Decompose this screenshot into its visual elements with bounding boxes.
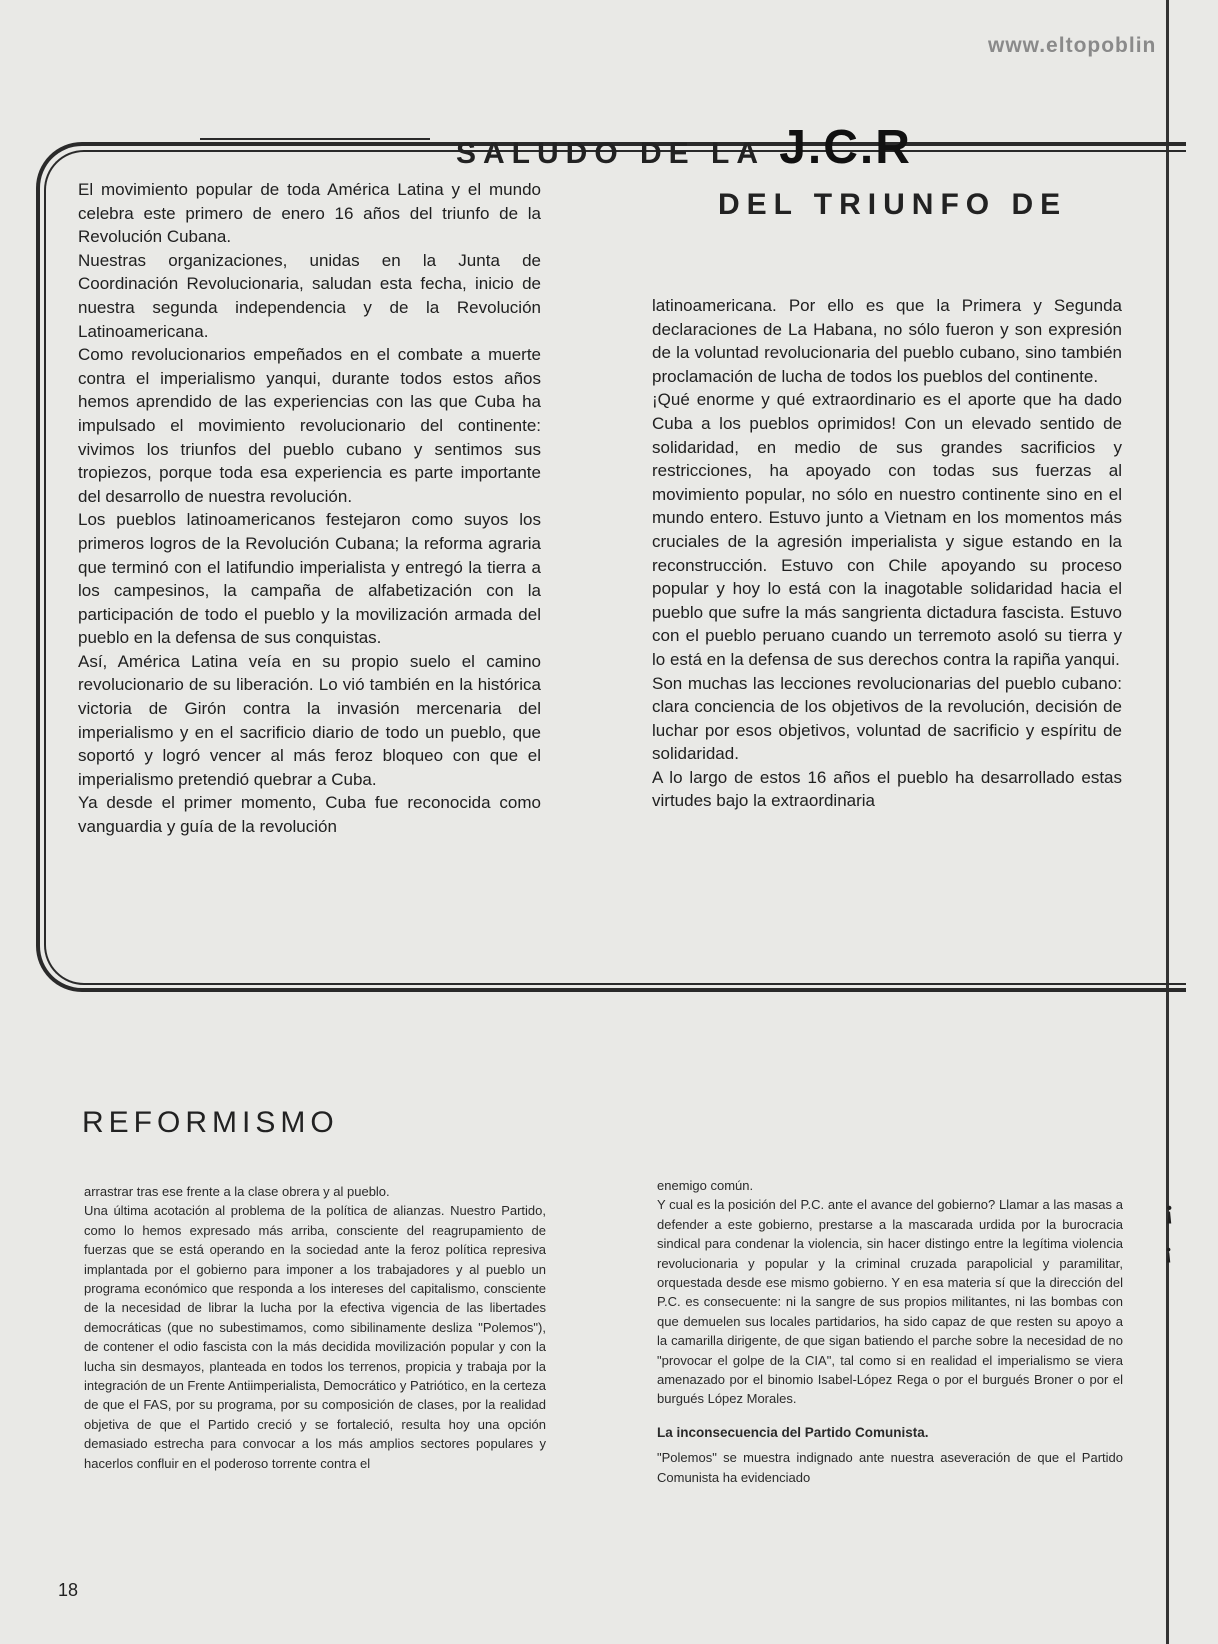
subheading: La inconsecuencia del Partido Comunista. <box>657 1424 929 1440</box>
lower-column-left <box>84 1182 546 1473</box>
upper-column-right <box>652 294 1122 813</box>
paragraph: ¡Qué enorme y qué extraordinario es el aporte que ha dado Cuba a los pueblos oprimidos! Con un elevado sentido de solidaridad, en medio de sus grandes sacrificios y restricciones, ha apoyado con todas sus fuerzas al movimiento popular, no sólo en nuestro continente sino en el mundo entero. Estuvo junto a Vietnam en los momentos más cruciales de la agresión imperialista y sigue estando en la reconstrucción. Estuvo con Chile apoyando su proceso popular y hoy lo está con la inagotable solidaridad hacia el pueblo que sufre la más sangrienta dictadura fascista. Estuvo con el pueblo peruano cuando un terremoto asoló su tierra y lo está en la defensa de sus derechos contra la rapiña yanqui. <box>652 390 1122 669</box>
lower-column-right <box>657 1176 1123 1487</box>
headline-saludo: SALUDO DE LA <box>456 137 764 170</box>
paragraph: Ya desde el primer momento, Cuba fue reconocida como vanguardia y guía de la revolución <box>78 793 541 837</box>
section-title-reformismo: REFORMISMO <box>82 1106 339 1139</box>
paragraph: El movimiento popular de toda América Latina y el mundo celebra este primero de enero 16 años del triunfo de la Revolución Cubana. <box>78 180 541 247</box>
paragraph: enemigo común. <box>657 1178 754 1193</box>
paragraph: arrastrar tras ese frente a la clase obrera y al pueblo. <box>84 1184 390 1199</box>
edge-glyph: ¡ <box>1165 1195 1174 1224</box>
paragraph: Una última acotación al problema de la política de alianzas. Nuestro Partido, como lo hemos expresado más arriba, consciente del reagrupamiento de fuerzas que se está operando en la sociedad ante la feroz política represiva implantada por el gobierno para imponer a los trabajadores y al pueblo un programa económico que responda a los intereses del capitalismo, consciente de la necesidad de librar la lucha por la efectiva vigencia de las libertades democráticas (que no subestimamos, como sibilinamente desliza "Polemos"), de contener el odio fascista con la más decidida movilización popular y con la lucha sin desmayos, planteada en todos los terrenos, propicia y trabaja por la integración de un Frente Antiimperialista, Democrático y Patriótico, en la certeza de que el FAS, por su programa, por su composición de clases, por la realidad objetiva de que el Partido creció y se fortaleció, resulta hoy una opción demasiado estrecha para convocar a los más amplios sectores populares y hacerlos confluir en el poderoso torrente contra el <box>84 1203 546 1471</box>
paragraph: Nuestras organizaciones, unidas en la Junta de Coordinación Revolucionaria, saludan esta fecha, inicio de nuestra segunda independencia y de la Revolución Latinoamericana. <box>78 250 541 341</box>
paragraph: "Polemos" se muestra indignado ante nuestra aseveración de que el Partido Comunista ha evidenciado <box>657 1450 1123 1485</box>
headline-jcr: J.C.R <box>779 121 912 174</box>
headline-line-2: DEL TRIUNFO DE <box>718 188 1068 221</box>
page-number: 18 <box>58 1580 79 1600</box>
headline-line-1 <box>456 120 1176 175</box>
paragraph: Así, América Latina veía en su propio suelo el camino revolucionario de su liberación. Lo vió también en la histórica victoria de Girón contra la invasión mercenaria del imperialismo y en el sacrificio diario de todo un pueblo, que soportó y logró vencer al más feroz bloqueo con que el imperialismo pretendió quebrar a Cuba. <box>78 651 541 789</box>
paragraph: Como revolucionarios empeñados en el combate a muerte contra el imperialismo yanqui, durante todos estos años hemos aprendido de las experiencias con las que Cuba ha impulsado el movimiento revolucionario del continente: vivimos los triunfos del pueblo cubano y sentimos sus tropiezos, porque toda esa experiencia es parte importante del desarrollo de nuestra revolución. <box>78 345 541 506</box>
watermark-url: www.eltopoblin <box>988 34 1157 57</box>
title-rule-top <box>200 138 430 140</box>
paragraph: latinoamericana. Por ello es que la Primera y Segunda declaraciones de La Habana, no sólo fueron y son expresión de la voluntad revolucionaria del pueblo cubano, sino también proclamación de lucha de todos los pueblos del continente. <box>652 296 1122 386</box>
paragraph: Y cual es la posición del P.C. ante el avance del gobierno? Llamar a las masas a defender a este gobierno, prestarse a la mascarada urdida por la burocracia sindical para condenar la violencia, sin hacer distingo entre la legítima violencia revolucionaria y popular y la criminal cruzada parapolicial y paramilitar, orquestada desde ese mismo gobierno. Y en esa materia sí que la dirección del P.C. es consecuente: ni la sangre de sus propios militantes, ni las bombas con que demuelen sus locales partidarios, ha sido capaz de que resten su apoyo a la camarilla dirigente, de que sigan batiendo el parche sobre la necesidad de no "provocar el golpe de la CIA", tal como si en realidad el imperialismo se viera amenazado por el binomio Isabel-López Rega o por el burgués Broner o por el burgués López Morales. <box>657 1197 1123 1407</box>
edge-glyph: ¡ <box>1165 1238 1173 1263</box>
title-rule-bottom <box>200 144 430 146</box>
paragraph: A lo largo de estos 16 años el pueblo ha desarrollado estas virtudes bajo la extraordinaria <box>652 767 1122 811</box>
upper-column-left <box>78 178 541 839</box>
paragraph: Los pueblos latinoamericanos festejaron como suyos los primeros logros de la Revolución Cubana; la reforma agraria que terminó con el latifundio imperialista y entregó la tierra a los campesinos, la campaña de alfabetización con la participación de todo el pueblo y la movilización armada del pueblo en la defensa de sus conquistas. <box>78 510 541 648</box>
paragraph: Son muchas las lecciones revolucionarias del pueblo cubano: clara conciencia de los objetivos de la revolución, decisión de luchar por esos objetivos, voluntad de sacrificio y espíritu de solidaridad. <box>652 673 1122 764</box>
